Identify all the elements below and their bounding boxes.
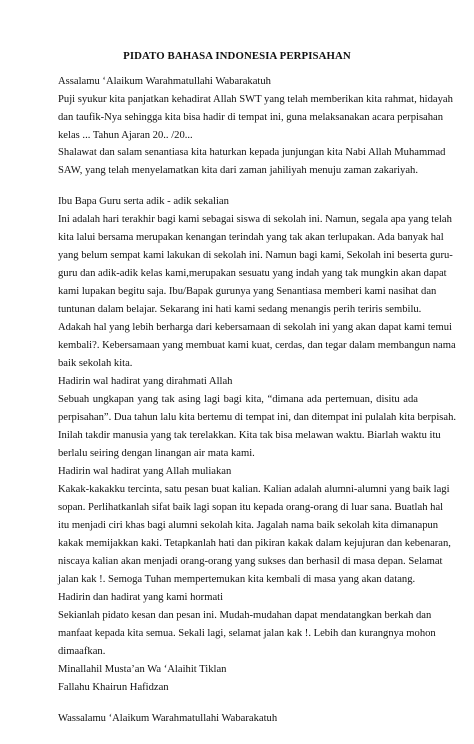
paragraph-line: Puji syukur kita panjatkan kehadirat Allah SWT yang telah memberikan kita rahmat, hidayah (58, 94, 453, 105)
document-title: PIDATO BAHASA INDONESIA PERPISAHAN (123, 50, 351, 62)
salutation-closing: Wassalamu ‘Alaikum Warahmatullahi Wabarakatuh (58, 713, 278, 724)
paragraph-line: yang belum sempat kami lakukan di sekolah ini. Namun bagi kami, Sekolah ini beserta guru- (58, 250, 453, 261)
paragraph-line: niscaya kalian akan menjadi orang-orang yang sukses dan berhasil di masa depan. Selamat (58, 556, 443, 567)
paragraph-line: jalan kak !. Semoga Tuhan mempertemukan kita kembali di masa yang akan datang. (58, 574, 416, 585)
paragraph-line: Sekianlah pidato kesan dan pesan ini. Mudah-mudahan dapat mendatangkan berkah dan (58, 610, 432, 621)
paragraph-line: sopan. Perlihatkanlah sifat baik lagi sopan itu kepada orang-orang di luar sana. Buatlah hal (58, 502, 444, 513)
closing-line: Fallahu Khairun Hafidzan (58, 682, 169, 693)
section-heading: Hadirin dan hadirat yang kami hormati (58, 592, 224, 603)
paragraph-line: berlalu seiring dengan linangan air mata kami. (58, 448, 255, 459)
paragraph-line: kakak memijakkan kaki. Tetapkanlah hati dan pikiran kakak dalam kejujuran dan kebenaran, (58, 538, 451, 549)
paragraph-line: Shalawat dan salam senantiasa kita haturkan kepada junjungan kita Nabi Allah Muhammad (58, 147, 446, 158)
paragraph-line: Kakak-kakakku tercinta, satu pesan buat kalian. Kalian adalah alumni-alumni yang baik lagi (58, 484, 450, 495)
paragraph-line: Inilah takdir manusia yang tak terelakkan. Kita tak bisa melawan waktu. Biarlah waktu itu (58, 430, 441, 441)
paragraph-line: kita lalui bersama merupakan kenangan terindah yang tak akan terlupakan. Ada banyak hal (58, 232, 444, 243)
paragraph-line: guru dan adik-adik kelas kami,merupakan sesuatu yang indah yang tak mungkin akan dapat (58, 268, 447, 279)
salutation-opening: Assalamu ‘Alaikum Warahmatullahi Wabarakatuh (58, 76, 271, 87)
closing-line: Minallahil Musta’an Wa ‘Alaihit Tiklan (58, 664, 227, 675)
paragraph-line: kembali?. Kebersamaan yang membuat kami kuat, cerdas, dan tegar dalam membangun nama (58, 340, 456, 351)
paragraph-line: Adakah hal yang lebih berharga dari kebersamaan di sekolah ini yang akan dapat kami temui (58, 322, 452, 333)
section-heading: Hadirin wal hadirat yang Allah muliakan (58, 466, 232, 477)
paragraph-line: Ini adalah hari terakhir bagi kami sebagai siswa di sekolah ini. Namun, segala apa yang telah (58, 214, 452, 225)
section-heading: Ibu Bapa Guru serta adik - adik sekalian (58, 196, 229, 207)
paragraph-line: itu menjadi ciri khas bagi alumni sekolah kita. Jagalah nama baik sekolah kita dimanapun (58, 520, 439, 531)
paragraph-line: dimaafkan. (58, 646, 106, 657)
paragraph-line: manfaat kepada kita semua. Sekali lagi, selamat jalan kak !. Lebih dan kurangnya mohon (58, 628, 436, 639)
paragraph-line: dan taufik-Nya sehingga kita bisa hadir di tempat ini, guna melaksanakan acara perpisahan (58, 112, 444, 123)
paragraph-line: perpisahan”. Dua tahun lalu kita bertemu di tempat ini, dan ditempat ini pulalah kita berpisah. (58, 412, 457, 423)
paragraph-line: baik sekolah kita. (58, 358, 133, 369)
paragraph-line: Sebuah ungkapan yang tak asing lagi bagi kita, “dimana ada pertemuan, disitu ada (58, 394, 418, 405)
paragraph-line: kelas ... Tahun Ajaran 20.. /20... (58, 130, 193, 141)
paragraph-line: tuntunan dalam belajar. Sekarang ini hati kami sedang menangis perih teriris sembilu. (58, 304, 422, 315)
paragraph-line: kami lupakan begitu saja. Ibu/Bapak gurunya yang Senantiasa memberi kami nasihat dan (58, 286, 437, 297)
paragraph-line: SAW, yang telah menyelamatkan kita dari zaman jahiliyah menuju zaman zakariyah. (58, 165, 418, 176)
section-heading: Hadirin wal hadirat yang dirahmati Allah (58, 376, 233, 387)
